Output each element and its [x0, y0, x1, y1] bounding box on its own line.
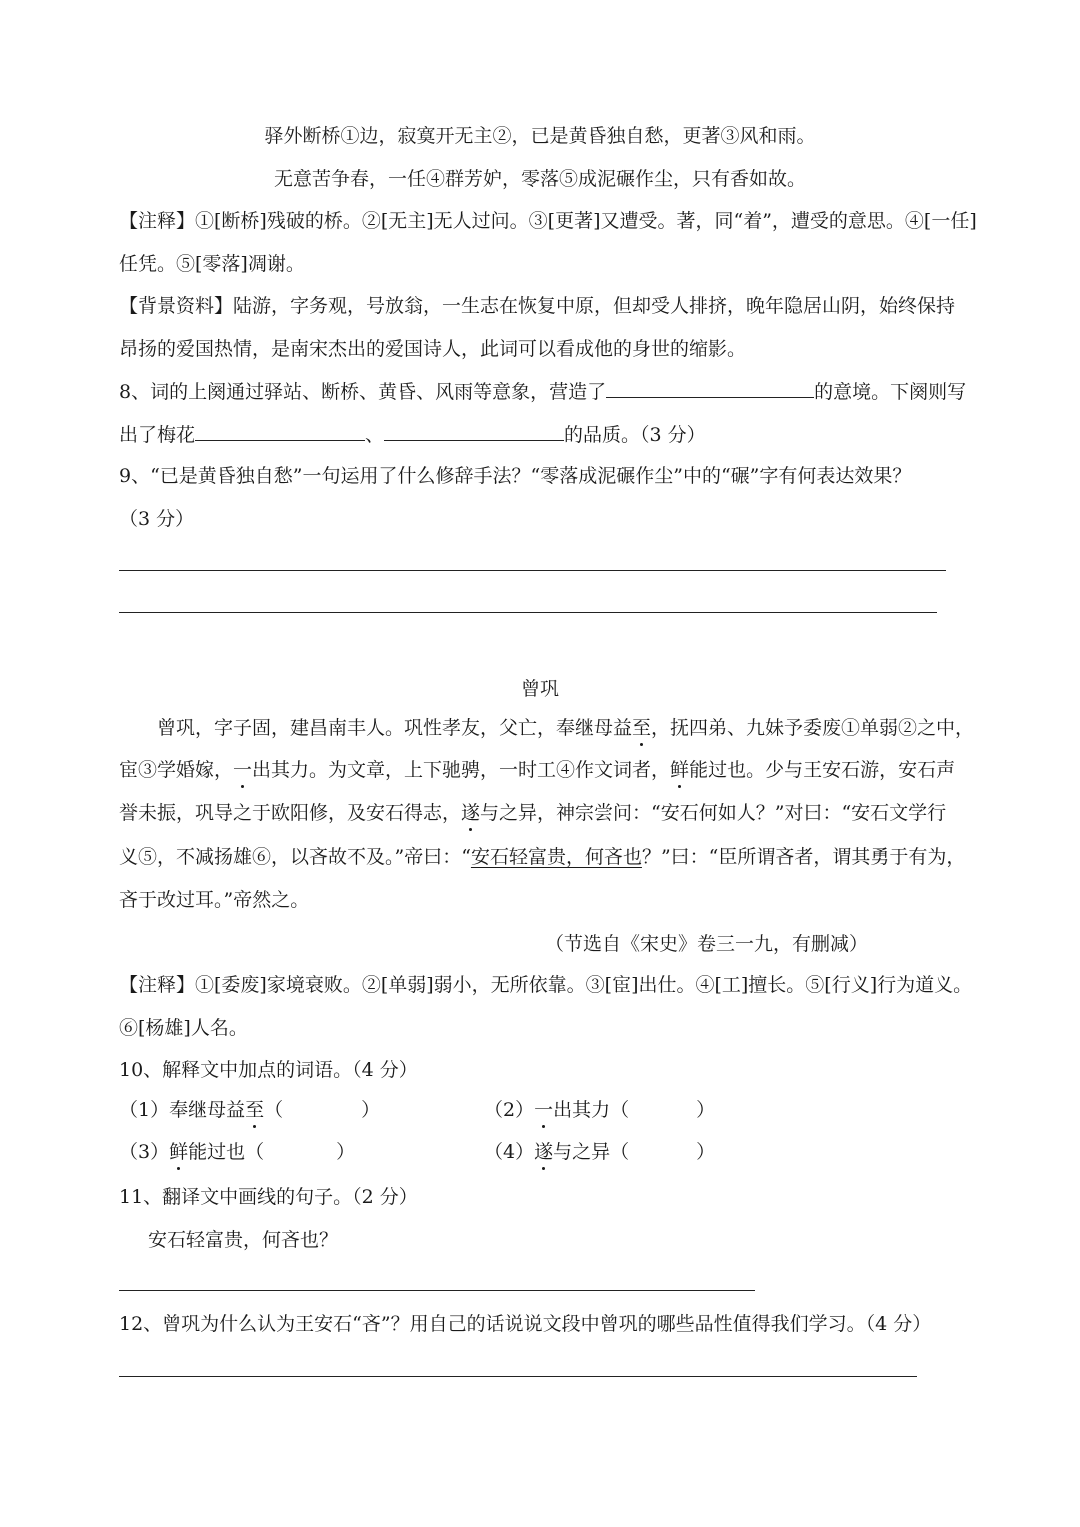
background-line-2: 昂扬的爱国热情，是南宋杰出的爱国诗人，此词可以看成他的身世的缩影。	[119, 338, 747, 360]
q10-item-text: 能过也	[188, 1141, 246, 1163]
emphasis-dot-sui: 遂	[461, 802, 481, 824]
q11-sentence: 安石轻富贵，何吝也？	[148, 1229, 339, 1251]
passage-line-1	[157, 716, 974, 740]
q10-paren-open: （	[264, 1099, 284, 1121]
q8-text-3: 出了梅花	[119, 424, 196, 446]
q8-text-4: 、	[365, 424, 385, 446]
q10-paren-open: （	[245, 1141, 265, 1163]
q10-item-4	[484, 1140, 715, 1164]
q8-text-5: 的品质。（3 分）	[564, 424, 706, 446]
notes2-line-1: 【注释】①[委废]家境衰败。②[单弱]弱小，无所依靠。③[宦]出仕。④[工]擅长。⑤[行义]行为道义。	[119, 974, 973, 996]
q10-paren-close: ）	[696, 1099, 716, 1121]
emphasis-dot-zhi: 至	[632, 717, 652, 739]
q10-paren-close: ）	[696, 1141, 716, 1163]
passage-text: 义⑤，不减扬雄⑥，以吝故不及。”帝曰：“	[119, 846, 471, 868]
q10-paren-open: （	[610, 1141, 630, 1163]
emphasis-dot-xian: 鲜	[670, 759, 690, 781]
emphasis-dot-xian: 鲜	[169, 1141, 189, 1163]
background-line-1: 【背景资料】陆游，字务观，号放翁，一生志在恢复中原，但却受人排挤，晚年隐居山阴，始终保持	[119, 295, 956, 317]
question-12-title: 12、曾巩为什么认为王安石“吝”？用自己的话说说文段中曾巩的哪些品性值得我们学习。（4 分）	[119, 1313, 932, 1335]
passage-text: 能过也。少与王安石游，安石声	[689, 759, 956, 781]
question-9-line-1: 9、“已是黄昏独自愁”一句运用了什么修辞手法？“零落成泥碾作尘”中的“碾”字有何表达效果？	[119, 465, 912, 487]
notes-line-1: 【注释】①[断桥]残破的桥。②[无主]无人过问。③[更著]又遭受。著，同“着”，遭受的意思。④[一任]	[119, 210, 977, 232]
q10-item-text: （1）奉继母益	[119, 1099, 246, 1121]
q10-item-2	[484, 1098, 715, 1122]
passage-text: 出其力。为文章，上下驰骋，一时工④作文词者，	[252, 759, 671, 781]
q8-answer-blank-3[interactable]	[384, 422, 564, 441]
q10-item-text: （4）	[484, 1141, 535, 1163]
passage-line-2	[119, 758, 955, 782]
q10-item-3	[119, 1140, 355, 1164]
q10-paren-close: ）	[336, 1141, 356, 1163]
emphasis-dot-sui: 遂	[534, 1141, 554, 1163]
q12-answer-line[interactable]	[119, 1376, 917, 1377]
passage-line-3	[119, 801, 946, 825]
q10-paren-close: ）	[361, 1099, 381, 1121]
q10-item-text: （2）	[484, 1099, 535, 1121]
passage-source: （节选自《宋史》卷三一九，有删减）	[545, 933, 869, 955]
emphasis-dot-zhi: 至	[245, 1099, 265, 1121]
q8-answer-blank-2[interactable]	[195, 422, 365, 441]
question-8-line-2	[119, 422, 706, 447]
q9-answer-line-2[interactable]	[119, 612, 937, 613]
passage-line-4	[119, 845, 965, 869]
poem-line-2: 无意苦争春，一任④群芳妒，零落⑤成泥碾作尘，只有香如故。	[273, 168, 806, 190]
notes2-line-2: ⑥[杨雄]人名。	[119, 1017, 248, 1039]
passage-text: 宦③学婚嫁，	[119, 759, 234, 781]
underlined-sentence: 安石轻富贵，何吝也	[470, 846, 642, 868]
passage-text: ，抚四弟、九妹予委废①单弱②之中，	[651, 717, 975, 739]
emphasis-dot-yi: 一	[534, 1099, 554, 1121]
question-8-line-1	[119, 379, 966, 404]
q10-item-1	[119, 1098, 380, 1122]
q8-text-1: 8、词的上阕通过驿站、断桥、黄昏、风雨等意象，营造了	[119, 381, 607, 403]
q11-answer-line[interactable]	[119, 1290, 755, 1291]
q8-text-2: 的意境。下阕则写	[814, 381, 967, 403]
question-10-title: 10、解释文中加点的词语。（4 分）	[119, 1059, 418, 1081]
passage-text: 誉未振，巩导之于欧阳修，及安石得志，	[119, 802, 462, 824]
q8-answer-blank-1[interactable]	[606, 379, 814, 398]
q9-answer-line-1[interactable]	[119, 570, 946, 571]
poem-line-1: 驿外断桥①边，寂寞开无主②，已是黄昏独自愁，更著③风和雨。	[264, 125, 816, 147]
passage-text: 曾巩，字子固，建昌南丰人。巩性孝友，父亡，奉继母益	[157, 717, 633, 739]
question-9-line-2: （3 分）	[119, 508, 195, 530]
passage-text: ？”曰：“臣所谓吝者，谓其勇于有为，	[641, 846, 966, 868]
passage-text: 与之异，神宗尝问：“安石何如人？”对曰：“安石文学行	[480, 802, 947, 824]
q10-item-text: （3）	[119, 1141, 170, 1163]
question-11-title: 11、翻译文中画线的句子。（2 分）	[119, 1186, 418, 1208]
notes-line-2: 任凭。⑤[零落]凋谢。	[119, 253, 305, 275]
passage-title: 曾巩	[520, 678, 559, 700]
passage-line-5: 吝于改过耳。”帝然之。	[119, 889, 310, 911]
q10-item-text: 出其力	[553, 1099, 611, 1121]
q10-item-text: 与之异	[553, 1141, 611, 1163]
emphasis-dot-yi: 一	[233, 759, 253, 781]
q10-paren-open: （	[610, 1099, 630, 1121]
